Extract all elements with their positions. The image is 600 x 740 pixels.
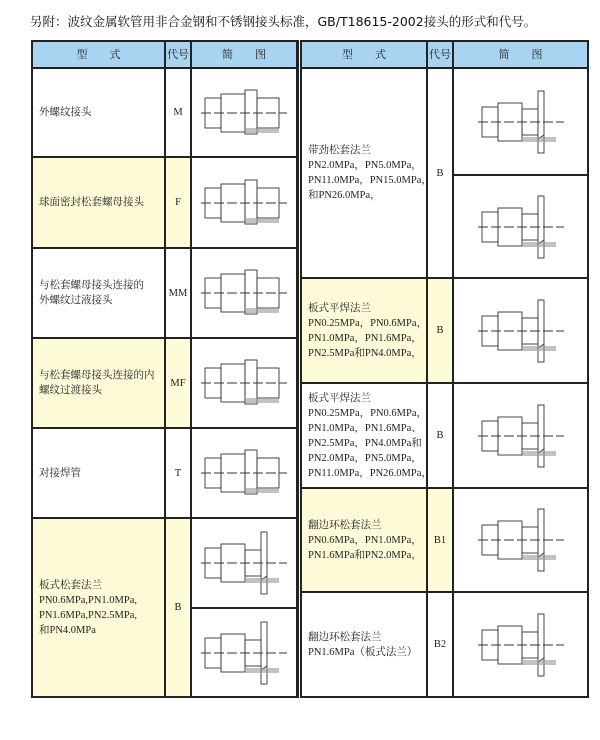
- left-row-3-diagram: [191, 338, 297, 428]
- male-adapter-drawing-icon: [201, 258, 287, 328]
- right-row-0-diagram: [453, 68, 588, 175]
- left-row-4-diagram: [191, 428, 297, 518]
- right-row-1-code-text: B: [436, 325, 444, 336]
- right-row-2-type-text: 板式平焊法兰 PN0.25MPa，PN0.6MPa， PN1.0MPa，PN1.6MPa、 PN2.5MPa，PN4.0MPa和 PN2.0MPa，PN5.0MPa， PN11.0MPa，PN26.0MPa，: [308, 392, 432, 479]
- right-row-4-code: [427, 592, 453, 697]
- left-row-2-code-text: MM: [168, 287, 188, 299]
- right-row-4-type: [301, 592, 427, 697]
- neck-loose-flange-drawing-icon: [478, 87, 564, 157]
- right-row-1-type: [301, 278, 427, 383]
- left-row-3-type: [32, 338, 165, 428]
- butt-weld-pipe-drawing-icon: [201, 438, 287, 508]
- left-row-2-type-text: 与松套螺母接头连接的 外螺纹过液接头: [39, 280, 144, 306]
- table-divider: [297, 40, 301, 697]
- left-row-0-type-text: 外螺纹接头: [39, 107, 92, 118]
- header-diagram-left: [191, 40, 297, 68]
- right-row-2-code: [427, 383, 453, 488]
- header-code-right: [427, 40, 453, 68]
- header-type-right-text: 型 式: [342, 47, 386, 61]
- plate-loose-flange-drawing-icon: [201, 528, 287, 598]
- right-row-0-type-text: 带劲松套法兰 PN2.0MPa，PN5.0MPa， PN11.0MPa，PN15.0MPa， 和PN26.0MPa，: [308, 145, 432, 201]
- plate-loose-flange-drawing-2-icon: [201, 618, 287, 688]
- right-row-3-type-text: 翻边环松套法兰 PN0.6MPa，PN1.0MPa， PN1.6MPa和PN2.0MPa，: [308, 519, 422, 561]
- right-row-4-type-text: 翻边环松套法兰 PN1.6MPa（板式法兰）: [308, 631, 418, 658]
- left-row-1-diagram: [191, 157, 297, 248]
- left-row-3-code: [165, 338, 191, 428]
- left-row-2-diagram: [191, 248, 297, 338]
- left-row-5-code-text: B: [174, 602, 182, 613]
- left-row-1-code: [165, 157, 191, 248]
- left-row-2-code: [165, 248, 191, 338]
- left-row-5-type-text: 板式松套法兰 PN0.6MPa,PN1.0MPa, PN1.6MPa,PN2.5MPa, 和PN4.0MPa: [39, 579, 138, 636]
- plate-slip-on-flange-drawing-icon: [478, 401, 564, 471]
- page-title: 另附：波纹金属软管用非合金钢和不锈钢接头标准，GB/T18615-2002接头的形式和代号。: [30, 14, 537, 29]
- right-row-3-code: [427, 488, 453, 592]
- left-row-0-code: [165, 68, 191, 157]
- left-row-5-diagram-2: [191, 608, 297, 697]
- right-row-0-code-text: B: [436, 167, 444, 179]
- left-row-0-type: [32, 68, 165, 157]
- right-row-3-type: [301, 488, 427, 592]
- left-row-5-code: [165, 518, 191, 697]
- left-row-1-type: [32, 157, 165, 248]
- left-row-4-code-text: T: [174, 467, 182, 479]
- header-type-left: [32, 40, 165, 68]
- right-row-1-diagram: [453, 278, 588, 383]
- lap-joint-flange-drawing-icon: [478, 505, 564, 575]
- left-row-4-code: [165, 428, 191, 518]
- header-code-left-text: 代号: [167, 47, 189, 61]
- right-row-1-type-text: 板式平焊法兰 PN0.25MPa，PN0.6MPa， PN1.0MPa，PN1.6MPa， PN2.5MPa和PN4.0MPa，: [308, 302, 428, 359]
- right-row-2-diagram: [453, 383, 588, 488]
- left-row-0-diagram: [191, 68, 297, 157]
- right-row-3-diagram: [453, 488, 588, 592]
- right-row-4-code-text: B2: [433, 639, 447, 650]
- neck-loose-flange-drawing-2-icon: [478, 192, 564, 262]
- right-row-2-type: [301, 383, 432, 488]
- right-row-0-diagram-2: [453, 175, 588, 278]
- header-code-left: [165, 40, 191, 68]
- right-row-0-code: [427, 68, 453, 278]
- left-row-0-code-text: M: [173, 107, 183, 118]
- right-row-2-code-text: B: [436, 430, 444, 441]
- header-type-left-text: 型 式: [76, 47, 121, 61]
- left-row-1-code-text: F: [175, 197, 181, 208]
- right-row-1-code: [427, 278, 453, 383]
- header-diagram-left-text: 简 图: [222, 47, 266, 61]
- left-row-1-type-text: 球面密封松套螺母接头: [39, 197, 144, 208]
- header-diagram-right: [453, 40, 588, 68]
- header-diagram-right-text: 简 图: [498, 47, 543, 61]
- right-row-0-type: [301, 68, 432, 278]
- right-row-4-diagram: [453, 592, 588, 697]
- right-row-3-code-text: B1: [433, 534, 447, 546]
- lap-joint-plate-flange-drawing-icon: [478, 610, 564, 680]
- left-row-5-type: [32, 518, 165, 697]
- header-code-right-text: 代号: [429, 47, 451, 61]
- left-row-5-diagram: [191, 518, 297, 608]
- left-row-3-type-text: 与松套螺母接头连接的内 螺纹过渡接头: [39, 370, 155, 396]
- plate-slip-on-flange-drawing-icon: [478, 296, 564, 366]
- male-thread-fitting-drawing-icon: [201, 78, 287, 148]
- spherical-seal-nut-fitting-drawing-icon: [201, 168, 287, 238]
- left-row-2-type: [32, 248, 165, 338]
- header-type-right: [301, 40, 427, 68]
- left-row-3-code-text: MF: [170, 377, 186, 389]
- left-row-4-type: [32, 428, 165, 518]
- left-row-4-type-text: 对接焊管: [39, 467, 81, 479]
- female-adapter-drawing-icon: [201, 348, 287, 418]
